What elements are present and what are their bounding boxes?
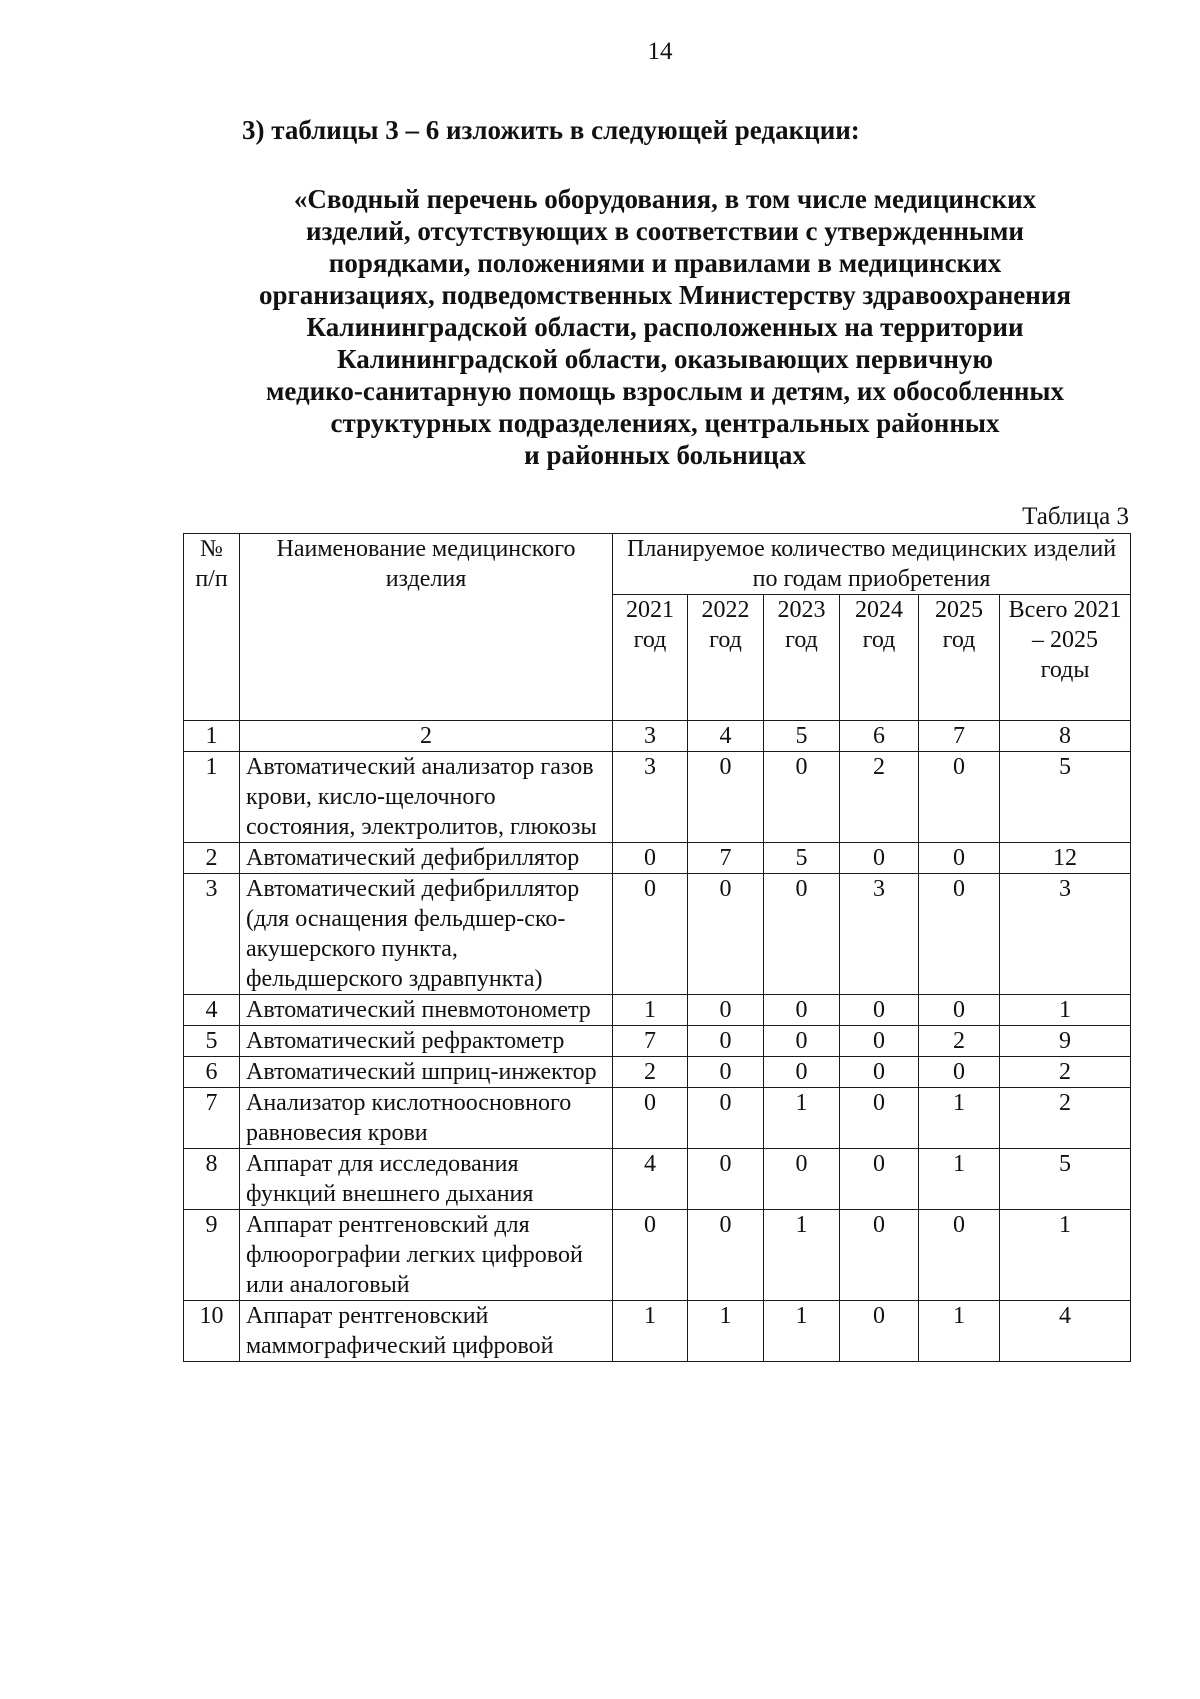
row-number: 5 [184,1026,240,1057]
year-count: 1 [919,1149,1000,1210]
row-number: 3 [184,874,240,995]
year-count: 0 [764,752,840,843]
year-count: 0 [688,1149,764,1210]
device-name: Автоматический шприц-инжектор [240,1057,613,1088]
year-count: 1 [613,995,688,1026]
total-count: 1 [1000,1210,1131,1301]
year-count: 0 [764,1149,840,1210]
table-header-row [184,534,1131,595]
year-count: 0 [840,1088,919,1149]
page-number: 14 [647,38,673,65]
table-row [184,995,1131,1026]
header-planned: Планируемое количество медицинских изделий по годам приобретения [613,534,1131,595]
year-count: 0 [688,1057,764,1088]
header-year: 2023 год [764,595,840,721]
heading-line: Калининградской области, оказывающих первичную [336,344,994,374]
table-row [184,1301,1131,1362]
total-count: 3 [1000,874,1131,995]
column-number: 1 [184,721,240,752]
year-count: 0 [613,843,688,874]
header-name: Наименование медицинского изделия [240,534,613,721]
year-count: 1 [919,1301,1000,1362]
row-number: 4 [184,995,240,1026]
total-count: 2 [1000,1088,1131,1149]
year-count: 1 [919,1088,1000,1149]
heading-line: порядками, положениями и правилами в медицинских [328,248,1002,278]
year-count: 0 [919,752,1000,843]
device-name: Аппарат рентгеновский маммографический цифровой [240,1301,613,1362]
year-count: 0 [688,995,764,1026]
row-number: 2 [184,843,240,874]
year-count: 2 [840,752,919,843]
table-caption: Таблица 3 [1022,503,1129,530]
row-number: 8 [184,1149,240,1210]
year-count: 0 [764,1057,840,1088]
heading-line: структурных подразделениях, центральных районных [330,408,1000,438]
heading-line: изделий, отсутствующих в соответствии с утвержденными [306,216,1024,246]
year-count: 0 [840,1026,919,1057]
device-name: Автоматический дефибриллятор [240,843,613,874]
device-name: Аппарат для исследования функций внешнего дыхания [240,1149,613,1210]
header-year: 2024 год [840,595,919,721]
header-total: Всего 2021 – 2025 годы [1000,595,1131,721]
column-number: 6 [840,721,919,752]
header-year: 2025 год [919,595,1000,721]
total-count: 5 [1000,752,1131,843]
total-count: 4 [1000,1301,1131,1362]
year-count: 0 [919,1210,1000,1301]
row-number: 9 [184,1210,240,1301]
heading-line: организациях, подведомственных Министерству здравоохранения [259,280,1071,310]
column-numbers-row [184,721,1131,752]
year-count: 0 [840,1210,919,1301]
year-count: 0 [613,1088,688,1149]
column-number: 7 [919,721,1000,752]
year-count: 0 [688,1088,764,1149]
device-name: Автоматический анализатор газов крови, кисло-щелочного состояния, электролитов, глюкозы [240,752,613,843]
table-row [184,1210,1131,1301]
year-count: 0 [688,1210,764,1301]
year-count: 0 [919,843,1000,874]
table-row [184,1026,1131,1057]
year-count: 0 [688,752,764,843]
row-number: 10 [184,1301,240,1362]
total-count: 5 [1000,1149,1131,1210]
column-number: 4 [688,721,764,752]
column-number: 2 [240,721,613,752]
year-count: 0 [688,874,764,995]
year-count: 3 [613,752,688,843]
total-count: 9 [1000,1026,1131,1057]
device-name: Автоматический пневмотонометр [240,995,613,1026]
year-count: 0 [613,1210,688,1301]
year-count: 3 [840,874,919,995]
year-count: 0 [840,843,919,874]
row-number: 7 [184,1088,240,1149]
heading-line: Калининградской области, расположенных на территории [306,312,1024,342]
heading-line: и районных больницах [524,440,806,470]
year-count: 0 [919,995,1000,1026]
table-row [184,874,1131,995]
device-name: Автоматический дефибриллятор (для оснащения фельдшер-ско-акушерского пункта, фельдшерского здравпункта) [240,874,613,995]
year-count: 1 [764,1088,840,1149]
document-heading [245,183,1085,471]
row-number: 1 [184,752,240,843]
column-number: 8 [1000,721,1131,752]
table-row [184,843,1131,874]
year-count: 0 [764,874,840,995]
equipment-table [183,533,1131,1362]
year-count: 0 [840,1301,919,1362]
column-number: 3 [613,721,688,752]
row-number: 6 [184,1057,240,1088]
year-count: 7 [613,1026,688,1057]
year-count: 1 [613,1301,688,1362]
year-count: 0 [764,1026,840,1057]
year-count: 0 [764,995,840,1026]
year-count: 0 [919,1057,1000,1088]
table-row [184,1149,1131,1210]
year-count: 0 [919,874,1000,995]
year-count: 0 [613,874,688,995]
table-row [184,1088,1131,1149]
year-count: 0 [840,1149,919,1210]
device-name: Аппарат рентгеновский для флюорографии легких цифровой или аналоговый [240,1210,613,1301]
heading-line: «Сводный перечень оборудования, в том числе медицинских [293,184,1037,214]
device-name: Автоматический рефрактометр [240,1026,613,1057]
header-year: 2021 год [613,595,688,721]
total-count: 12 [1000,843,1131,874]
heading-line: медико-санитарную помощь взрослым и детям, их обособленных [265,376,1065,406]
year-count: 1 [688,1301,764,1362]
total-count: 2 [1000,1057,1131,1088]
intro-paragraph: 3) таблицы 3 – 6 изложить в следующей редакции: [242,115,860,145]
year-count: 1 [764,1210,840,1301]
year-count: 2 [919,1026,1000,1057]
column-number: 5 [764,721,840,752]
table-row [184,752,1131,843]
year-count: 0 [840,995,919,1026]
header-num: № п/п [184,534,240,721]
year-count: 4 [613,1149,688,1210]
table-row [184,1057,1131,1088]
year-count: 5 [764,843,840,874]
year-count: 0 [840,1057,919,1088]
header-year: 2022 год [688,595,764,721]
year-count: 2 [613,1057,688,1088]
year-count: 0 [688,1026,764,1057]
total-count: 1 [1000,995,1131,1026]
year-count: 7 [688,843,764,874]
device-name: Анализатор кислотноосновного равновесия крови [240,1088,613,1149]
year-count: 1 [764,1301,840,1362]
